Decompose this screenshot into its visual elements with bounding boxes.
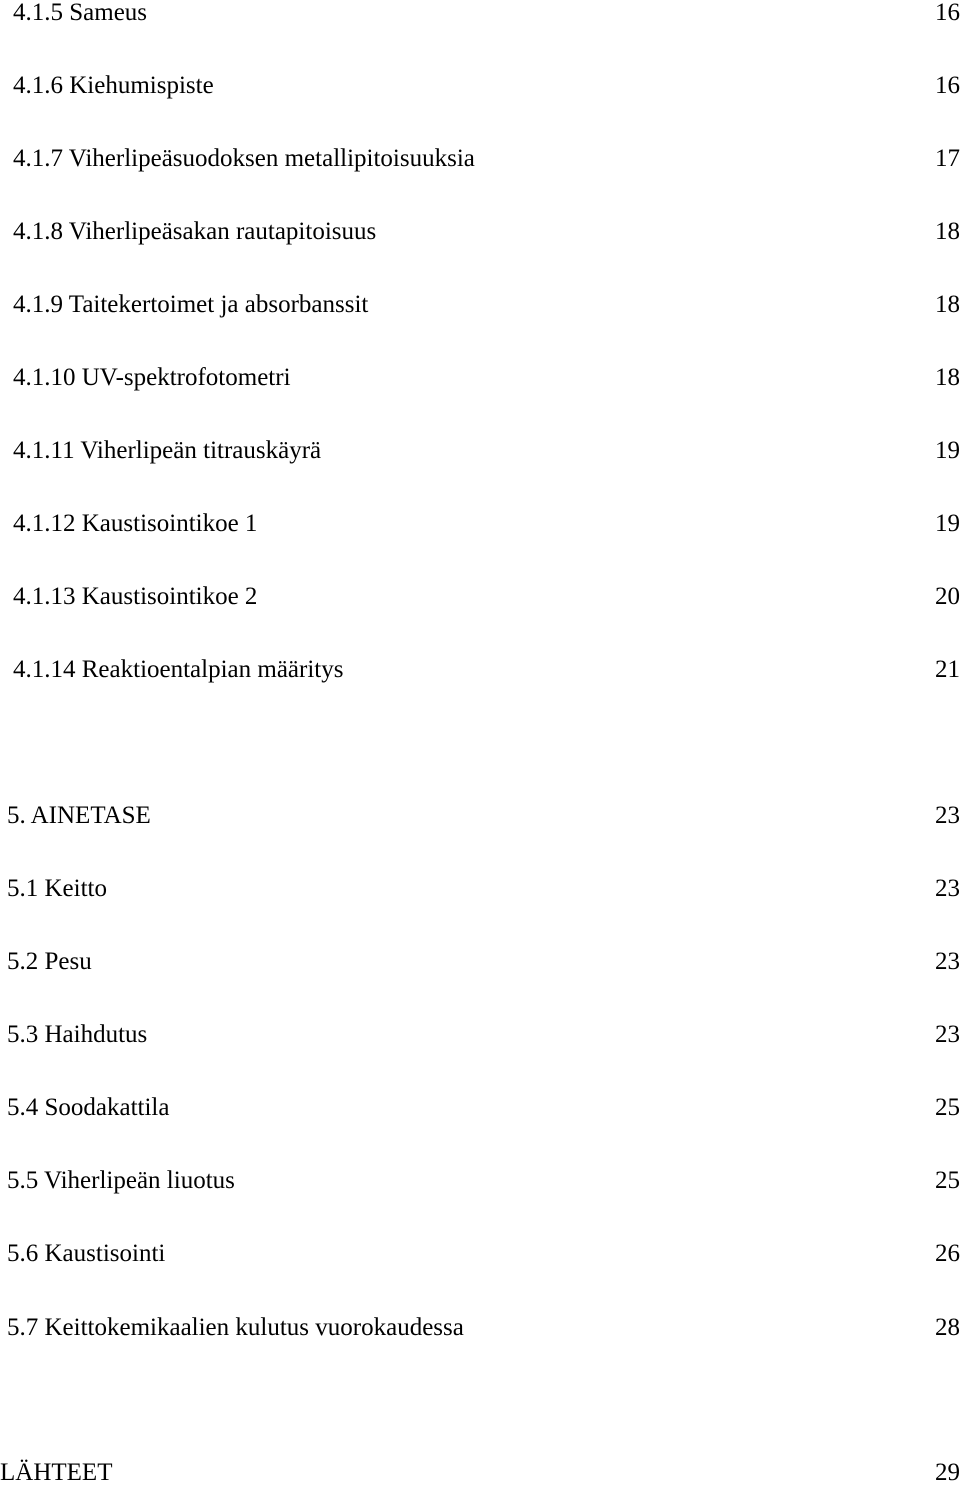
toc-entry-5-3[interactable] <box>0 1019 960 1051</box>
toc-entry-page: 23 <box>935 1021 960 1048</box>
toc-entry-page: 16 <box>935 0 960 26</box>
toc-entry-title: 4.1.9 Taitekertoimet ja absorbanssit <box>13 291 369 318</box>
toc-entry-page: 17 <box>935 145 960 172</box>
toc-entry-page: 21 <box>935 656 960 683</box>
toc-entry-4-1-12[interactable] <box>0 508 960 540</box>
toc-entry-4-1-8[interactable] <box>0 216 960 248</box>
toc-entry-page: 18 <box>935 218 960 245</box>
toc-chapter-5[interactable] <box>0 800 960 832</box>
toc-entry-page: 18 <box>935 291 960 318</box>
toc-entry-5-2[interactable] <box>0 946 960 978</box>
toc-entry-page: 25 <box>935 1167 960 1194</box>
toc-chapter-title: 5. AINETASE <box>7 802 151 829</box>
toc-entry-page: 28 <box>935 1314 960 1341</box>
toc-entry-title: 5.1 Keitto <box>7 875 107 902</box>
toc-entry-4-1-14[interactable] <box>0 654 960 686</box>
toc-entry-page: 23 <box>935 948 960 975</box>
toc-entry-title: 4.1.11 Viherlipeän titrauskäyrä <box>13 437 322 464</box>
toc-entry-title: 4.1.12 Kaustisointikoe 1 <box>13 510 258 537</box>
toc-entry-title: 5.3 Haihdutus <box>7 1021 148 1048</box>
toc-entry-page: 18 <box>935 364 960 391</box>
toc-entry-5-7[interactable] <box>0 1312 960 1344</box>
toc-entry-page: 20 <box>935 583 960 610</box>
toc-entry-4-1-10[interactable] <box>0 362 960 394</box>
toc-entry-4-1-7[interactable] <box>0 143 960 175</box>
toc-entry-page: 19 <box>935 510 960 537</box>
toc-entry-title: 4.1.8 Viherlipeäsakan rautapitoisuus <box>13 218 377 245</box>
toc-entry-page: 23 <box>935 875 960 902</box>
toc-entry-title: 4.1.14 Reaktioentalpian määritys <box>13 656 344 683</box>
toc-entry-page: 16 <box>935 72 960 99</box>
toc-entry-4-1-13[interactable] <box>0 581 960 613</box>
toc-entry-4-1-11[interactable] <box>0 435 960 467</box>
toc-entry-title: 4.1.13 Kaustisointikoe 2 <box>13 583 258 610</box>
toc-entry-title: 4.1.5 Sameus <box>13 0 148 26</box>
toc-entry-5-5[interactable] <box>0 1165 960 1197</box>
toc-entry-title: 4.1.6 Kiehumispiste <box>13 72 214 99</box>
toc-entry-title: 5.2 Pesu <box>7 948 92 975</box>
toc-references-page: 29 <box>935 1459 960 1486</box>
toc-chapter-page: 23 <box>935 802 960 829</box>
toc-entry-title: 5.6 Kaustisointi <box>7 1240 166 1267</box>
toc-references-title: LÄHTEET <box>0 1459 113 1486</box>
toc-entry-5-1[interactable] <box>0 873 960 905</box>
toc-entry-page: 25 <box>935 1094 960 1121</box>
toc-entry-5-4[interactable] <box>0 1092 960 1124</box>
toc-entry-title: 5.5 Viherlipeän liuotus <box>7 1167 235 1194</box>
toc-entry-page: 19 <box>935 437 960 464</box>
toc-entry-page: 26 <box>935 1240 960 1267</box>
toc-entry-title: 5.7 Keittokemikaalien kulutus vuorokaudessa <box>7 1314 464 1341</box>
toc-entry-title: 4.1.10 UV-spektrofotometri <box>13 364 291 391</box>
toc-entry-title: 4.1.7 Viherlipeäsuodoksen metallipitoisuuksia <box>13 145 475 172</box>
toc-entry-4-1-5[interactable] <box>0 0 960 29</box>
toc-entry-4-1-6[interactable] <box>0 70 960 102</box>
toc-entry-title: 5.4 Soodakattila <box>7 1094 170 1121</box>
toc-references[interactable] <box>0 1457 960 1489</box>
toc-entry-5-6[interactable] <box>0 1238 960 1270</box>
toc-entry-4-1-9[interactable] <box>0 289 960 321</box>
